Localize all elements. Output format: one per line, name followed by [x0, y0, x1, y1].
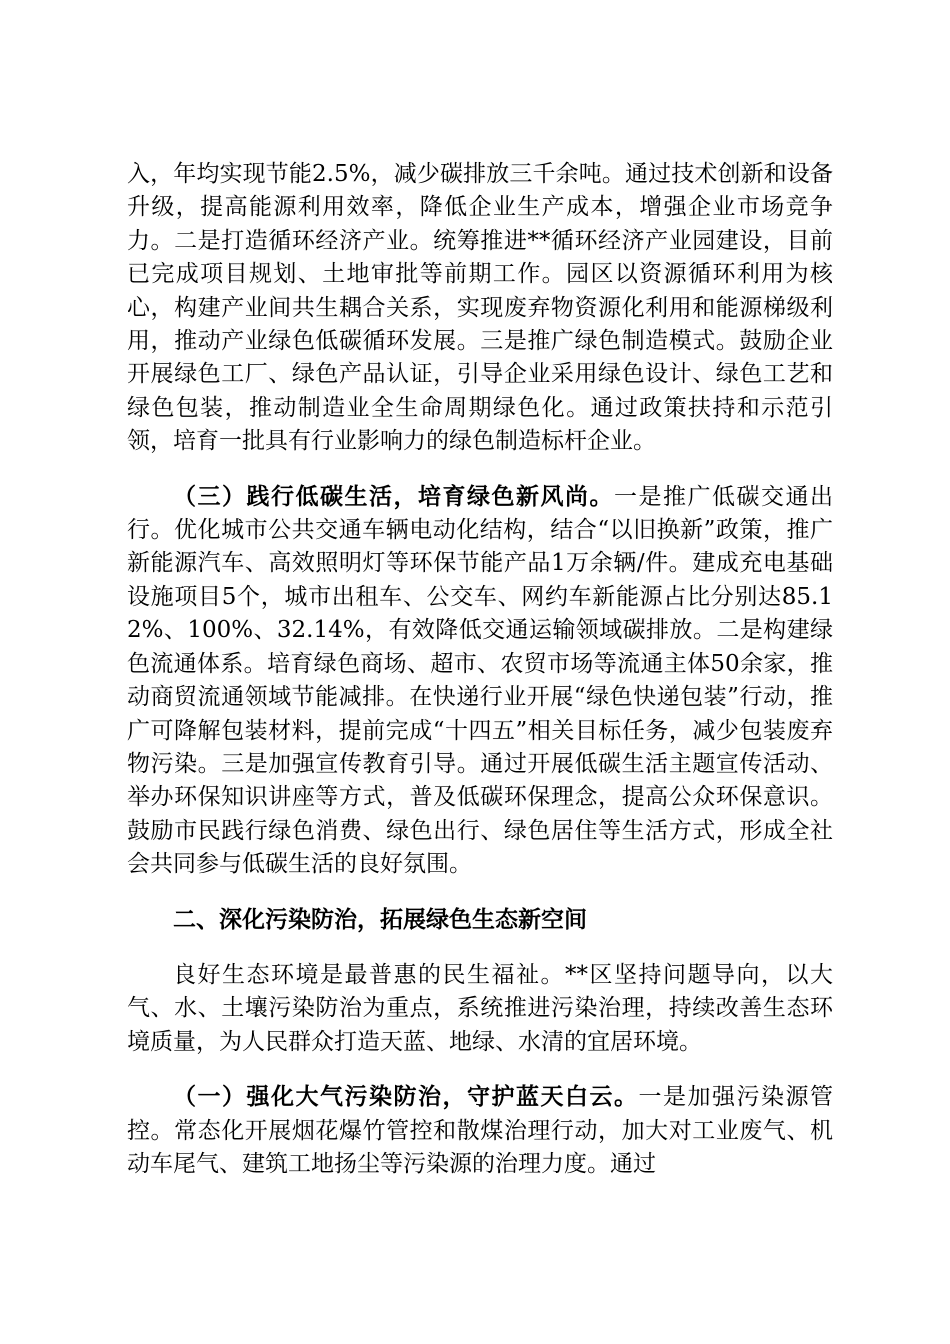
paragraph-air-pollution	[127, 1081, 833, 1181]
paragraph-text: 一是推广低碳交通出行。优化城市公共交通车辆电动化结构，结合“以旧换新”政策，推广新能源汽车、高效照明灯等环保节能产品1万余辆/件。建成充电基础设施项目5个，城市出租车、公交车、网约车新能源占比分别达85.12%、100%、32.14%，有效降低交通运输领域碳排放。二是构建绿色流通体系。培育绿色商场、超市、农贸市场等流通主体50余家，推动商贸流通领域节能减排。在快递行业开展“绿色快递包装”行动，推广可降解包装材料，提前完成“十四五”相关目标任务，减少包装废弃物污染。三是加强宣传教育引导。通过开展低碳生活主题宣传活动、举办环保知识讲座等方式，普及低碳环保理念，提高公众环保意识。鼓励市民践行绿色消费、绿色出行、绿色居住等生活方式，形成全社会共同参与低碳生活的良好氛围。	[127, 483, 833, 878]
paragraph-intro	[127, 959, 833, 1059]
paragraph-low-carbon-life	[127, 481, 833, 882]
section-lead-heading: （三）践行低碳生活，培育绿色新风尚。	[173, 483, 614, 510]
paragraph-text: 入，年均实现节能2.5%，减少碳排放三千余吨。通过技术创新和设备升级，提高能源利用效率，降低企业生产成本，增强企业市场竞争力。二是打造循环经济产业。统筹推进**循环经济产业园建设，目前已完成项目规划、土地审批等前期工作。园区以资源循环利用为核心，构建产业间共生耦合关系，实现废弃物资源化利用和能源梯级利用，推动产业绿色低碳循环发展。三是推广绿色制造模式。鼓励企业开展绿色工厂、绿色产品认证，引导企业采用绿色设计、绿色工艺和绿色包装，推动制造业全生命周期绿色化。通过政策扶持和示范引领，培育一批具有行业影响力的绿色制造标杆企业。	[127, 161, 833, 455]
section-lead-heading: （一）强化大气污染防治，守护蓝天白云。	[173, 1084, 639, 1111]
document-page	[127, 158, 833, 1181]
paragraph-text: 一是加强污染源管控。常态化开展烟花爆竹管控和散煤治理行动，加大对工业废气、机动车尾气、建筑工地扬尘等污染源的治理力度。通过	[127, 1084, 833, 1177]
paragraph-text: 良好生态环境是最普惠的民生福祉。**区坚持问题导向，以大气、水、土壤污染防治为重点，系统推进污染治理，持续改善生态环境质量，为人民群众打造天蓝、地绿、水清的宜居环境。	[127, 961, 833, 1055]
section-heading: 二、深化污染防治，拓展绿色生态新空间	[173, 906, 587, 933]
paragraph-green-manufacturing	[127, 158, 833, 459]
